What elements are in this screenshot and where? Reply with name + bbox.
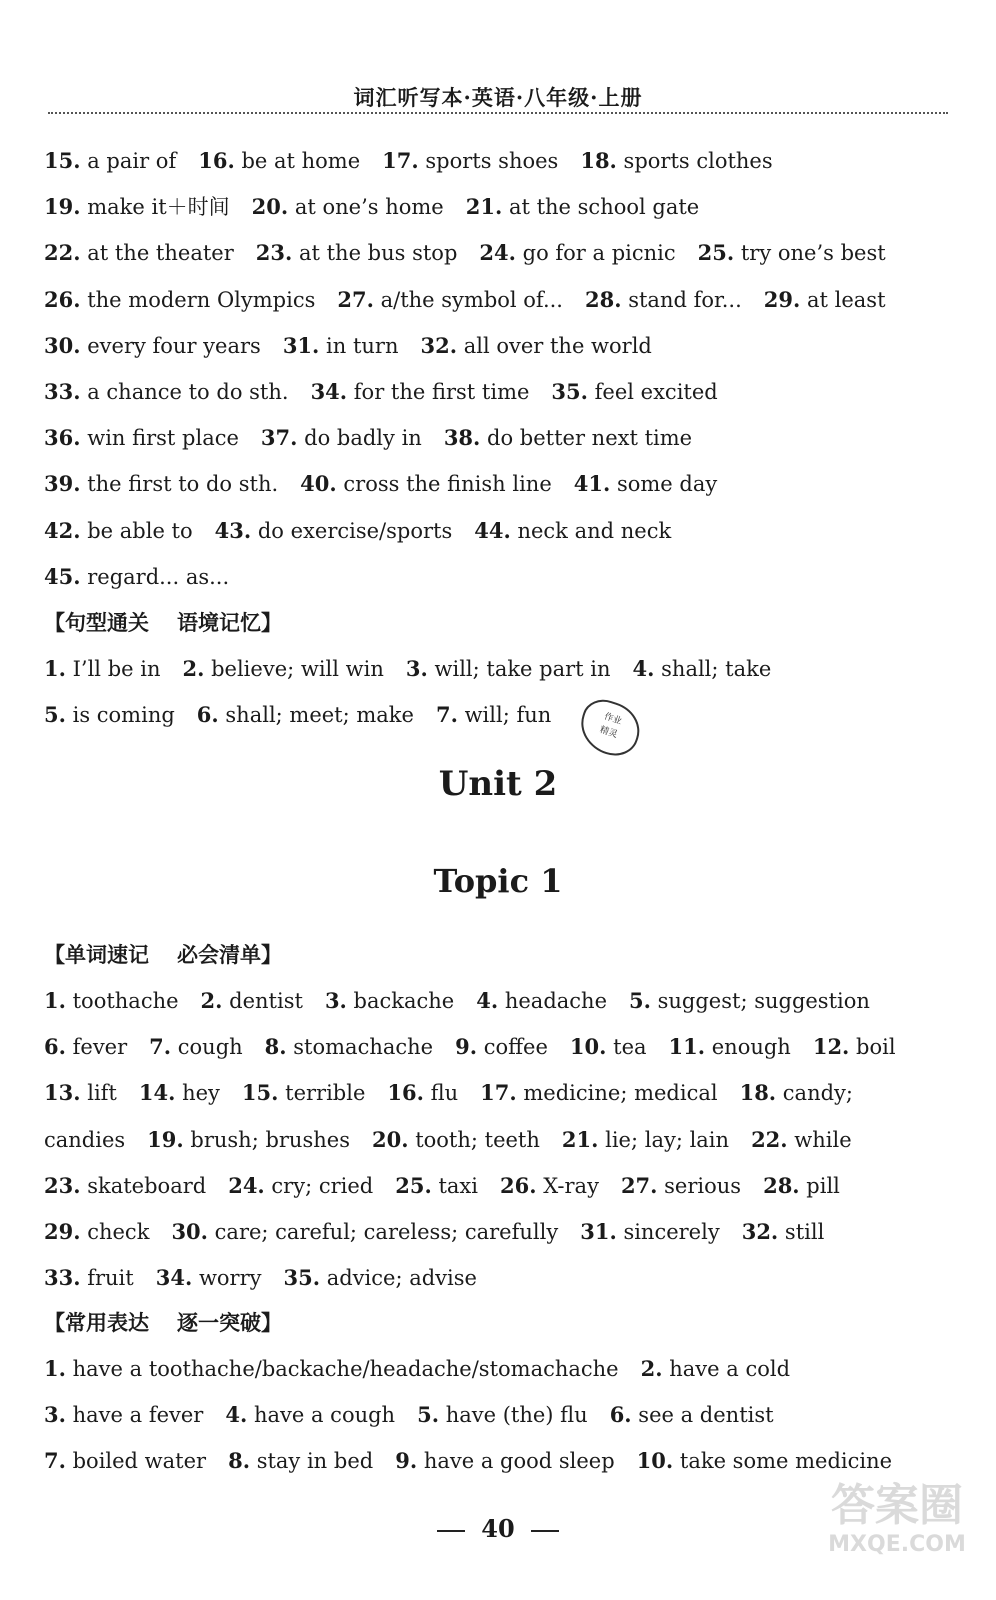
answer-line — [44, 702, 972, 728]
answer-line — [44, 240, 972, 266]
answer-text: for the first time — [347, 380, 530, 404]
answer-number: 34. — [155, 1265, 193, 1291]
answer-number: 18. — [580, 148, 617, 173]
answer-number: 19. — [147, 1126, 184, 1152]
answer-text: at the theater — [80, 241, 234, 266]
answer-item — [44, 1403, 203, 1427]
section-heading-part-1: 【常用表达 — [44, 1310, 149, 1335]
answer-text: is coming — [65, 703, 175, 727]
answer-text: fruit — [80, 1266, 134, 1291]
answer-number: 23. — [44, 1172, 81, 1198]
answer-item — [283, 334, 399, 358]
answer-text: all over the world — [457, 333, 652, 358]
answer-number: 21. — [561, 1126, 599, 1152]
answer-number: 20. — [251, 194, 289, 220]
answer-item — [300, 472, 552, 496]
answer-item — [629, 989, 870, 1013]
answer-number: 6. — [44, 1034, 66, 1060]
answer-number: 29. — [763, 286, 801, 312]
answer-number: 21. — [465, 194, 503, 220]
section-heading-part-1: 【句型通关 — [44, 610, 149, 635]
answer-item — [44, 241, 234, 265]
answer-item — [813, 1035, 896, 1059]
answer-text: cry; cried — [264, 1173, 374, 1198]
answer-text: at the school gate — [502, 195, 700, 220]
answer-text: brush; brushes — [183, 1127, 350, 1152]
answer-number: 27. — [337, 286, 374, 312]
answer-number: 18. — [739, 1080, 777, 1106]
answer-item — [44, 1220, 149, 1244]
answer-item — [44, 565, 229, 589]
answer-item — [751, 1128, 852, 1152]
answer-item — [228, 1174, 373, 1198]
answer-text: take some medicine — [673, 1449, 893, 1473]
answer-text: at one’s home — [288, 195, 444, 220]
answer-text: feel excited — [587, 380, 718, 404]
answer-item — [149, 1035, 243, 1059]
answer-text: worry — [192, 1266, 262, 1291]
answer-item — [580, 1220, 719, 1244]
answer-number: 5. — [44, 702, 66, 727]
answer-text: every four years — [80, 333, 261, 358]
answer-item — [444, 426, 692, 450]
answer-line — [44, 379, 972, 405]
answer-item — [44, 149, 176, 173]
answer-text: toothache — [65, 989, 179, 1013]
answer-item — [44, 1035, 127, 1059]
answer-item — [284, 1266, 477, 1290]
answer-item — [406, 657, 611, 681]
answer-item — [311, 380, 530, 404]
answer-line — [44, 988, 972, 1014]
answer-text: at least — [800, 287, 886, 312]
answer-number: 42. — [44, 517, 81, 543]
answer-item — [201, 989, 303, 1013]
answer-text: boil — [849, 1035, 896, 1060]
answer-number: 34. — [310, 379, 348, 404]
answer-item — [337, 288, 563, 312]
answer-item — [252, 195, 444, 219]
answer-item — [387, 1081, 458, 1105]
answer-number: 31. — [282, 332, 320, 358]
answer-item — [44, 989, 179, 1013]
answer-item — [562, 1128, 729, 1152]
section-heading-sentence-patterns — [44, 610, 282, 636]
answer-text: check — [80, 1220, 150, 1244]
answer-number: 41. — [573, 471, 611, 497]
section-heading-expressions — [44, 1310, 282, 1336]
answer-text: some day — [610, 472, 718, 497]
answer-text: medicine; medical — [516, 1081, 718, 1106]
section-heading-vocabulary — [44, 942, 282, 968]
answer-number: 10. — [636, 1448, 674, 1473]
answer-item — [570, 1035, 647, 1059]
answer-number: 25. — [697, 240, 735, 266]
answer-item — [215, 519, 453, 543]
answer-item — [455, 1035, 548, 1059]
answer-number: 25. — [395, 1172, 432, 1198]
answer-line — [44, 1356, 972, 1382]
answer-item — [44, 1449, 206, 1473]
answer-line — [44, 518, 972, 544]
answer-number: 27. — [620, 1172, 658, 1198]
answer-number: 7. — [44, 1448, 66, 1473]
answer-text: be at home — [234, 149, 361, 173]
answer-text: tea — [606, 1035, 647, 1060]
answer-line — [44, 564, 972, 590]
answer-text: try one’s best — [734, 241, 886, 266]
answer-line — [44, 471, 972, 497]
answer-line — [44, 1173, 972, 1199]
answer-item — [500, 1174, 599, 1198]
answer-line — [44, 1080, 972, 1106]
section-heading-part-2: 语境记忆】 — [177, 610, 282, 635]
page-header-title: 词汇听写本·英语·八年级·上册 — [353, 85, 643, 110]
answer-item — [265, 1035, 433, 1059]
answer-item — [479, 241, 675, 265]
answer-text: have a fever — [65, 1403, 204, 1427]
answer-item — [474, 519, 671, 543]
answer-item — [436, 703, 551, 727]
answer-item — [44, 472, 278, 496]
answer-number: 4. — [632, 656, 655, 681]
answer-text: serious — [657, 1173, 742, 1198]
answer-number: 1. — [44, 656, 66, 681]
watermark-url: MXQE.COM — [828, 1532, 966, 1557]
answer-text: enough — [705, 1035, 791, 1060]
answer-text: sports clothes — [616, 149, 773, 173]
answer-text: at the bus stop — [292, 241, 458, 266]
answer-text: backache — [346, 989, 455, 1013]
answer-text: I’ll be in — [65, 657, 161, 681]
answer-number: 16. — [198, 148, 235, 173]
answer-number: 28. — [763, 1172, 800, 1198]
answer-text: dentist — [222, 989, 303, 1013]
answer-number: 9. — [395, 1448, 418, 1473]
answer-text: see a dentist — [631, 1403, 774, 1427]
answer-item — [395, 1449, 614, 1473]
answer-number: 33. — [44, 1265, 81, 1291]
answer-item — [633, 657, 772, 681]
answer-item — [44, 1174, 206, 1198]
answer-number: 17. — [480, 1080, 517, 1106]
answer-line — [44, 1448, 972, 1474]
answer-number: 29. — [44, 1219, 81, 1244]
answer-item — [44, 703, 175, 727]
page-number-dash-left — [437, 1530, 465, 1532]
answer-item — [44, 380, 289, 404]
answer-text: sincerely — [616, 1220, 720, 1244]
answer-number: 20. — [371, 1126, 409, 1152]
answer-text: advice; advise — [320, 1266, 477, 1291]
answer-item — [742, 1220, 825, 1244]
answer-text: have a good sleep — [417, 1449, 615, 1473]
answer-number: 8. — [228, 1448, 251, 1473]
answer-item — [382, 149, 558, 173]
answer-item — [480, 1081, 717, 1105]
answer-item — [228, 1449, 373, 1473]
answer-text: stay in bed — [250, 1449, 374, 1473]
answer-text: sports shoes — [418, 149, 559, 173]
unit-title: Unit 2 — [438, 764, 558, 804]
answer-item — [325, 989, 454, 1013]
stamp-text-1: 作业 — [602, 711, 623, 727]
answer-number: 24. — [228, 1172, 265, 1198]
answer-item — [197, 703, 414, 727]
answer-line — [44, 1402, 972, 1428]
answer-number: 4. — [225, 1402, 248, 1427]
answer-text: terrible — [278, 1081, 366, 1106]
answer-number: 36. — [44, 425, 81, 451]
answer-number: 30. — [44, 332, 81, 358]
answer-item — [198, 149, 360, 173]
answer-item — [574, 472, 718, 496]
answer-item — [610, 1403, 774, 1427]
answer-item — [44, 334, 261, 358]
answer-number: 23. — [255, 240, 293, 266]
answer-number: 22. — [44, 240, 81, 266]
answer-text: a chance to do sth. — [80, 380, 289, 404]
answer-number: 2. — [200, 988, 223, 1013]
answer-text: taxi — [431, 1173, 478, 1198]
answer-number: 6. — [196, 702, 219, 727]
answer-item — [44, 519, 193, 543]
answer-text: a/the symbol of... — [373, 287, 563, 312]
answer-number: 5. — [417, 1402, 440, 1427]
answer-text: neck and neck — [510, 518, 672, 543]
answer-item — [139, 1081, 220, 1105]
answer-number: 14. — [138, 1080, 176, 1106]
answer-item — [580, 149, 772, 173]
answer-text: make it＋时间 — [80, 195, 230, 220]
answer-line — [44, 656, 972, 682]
answer-item — [44, 1081, 117, 1105]
answer-number: 11. — [668, 1034, 706, 1060]
answer-number: 15. — [241, 1080, 279, 1106]
watermark-text: 答案圈 — [831, 1480, 963, 1531]
answer-text: shall; meet; make — [218, 703, 414, 727]
answer-number: 9. — [455, 1034, 478, 1060]
answer-line — [44, 425, 972, 451]
answer-item — [261, 426, 422, 450]
answer-number: 39. — [44, 471, 81, 497]
answer-text: be able to — [80, 518, 193, 543]
answer-text: pill — [799, 1173, 840, 1198]
answer-item — [585, 288, 742, 312]
answer-number: 8. — [264, 1034, 287, 1060]
answer-text: tooth; teeth — [408, 1127, 540, 1152]
answer-item — [171, 1220, 558, 1244]
answer-item — [256, 241, 458, 265]
answer-text: X-ray — [536, 1173, 599, 1198]
answer-text: will; take part in — [427, 657, 611, 681]
answer-line — [44, 287, 972, 313]
answer-number: 2. — [182, 656, 205, 681]
answer-item — [44, 657, 160, 681]
answer-number: 7. — [149, 1034, 172, 1060]
answer-text: believe; will win — [204, 657, 384, 681]
answer-item — [156, 1266, 262, 1290]
stamp-text-2: 精灵 — [598, 725, 619, 741]
answer-text: shall; take — [654, 657, 772, 681]
answer-text: lie; lay; lain — [598, 1127, 730, 1152]
answer-number: 45. — [44, 563, 81, 589]
answer-number: 1. — [44, 988, 66, 1013]
answer-text: headache — [498, 989, 607, 1013]
answer-text: will; fun — [457, 703, 552, 727]
answer-number: 3. — [324, 988, 347, 1013]
answer-line — [44, 194, 972, 220]
answer-text: lift — [80, 1081, 117, 1106]
answer-number: 2. — [640, 1356, 663, 1381]
header-divider — [48, 112, 948, 114]
answer-item — [621, 1174, 741, 1198]
answer-text: have a cough — [247, 1403, 396, 1427]
answer-number: 4. — [476, 988, 499, 1013]
answer-text: coffee — [477, 1035, 548, 1060]
answer-number: 35. — [551, 379, 588, 404]
answer-text: while — [787, 1127, 852, 1152]
answer-item — [764, 288, 886, 312]
answer-text: go for a picnic — [515, 241, 676, 266]
answer-number: 22. — [751, 1126, 788, 1152]
answer-item — [476, 989, 607, 1013]
answer-text: stand for... — [621, 287, 742, 312]
answer-number: 31. — [580, 1219, 617, 1244]
answer-number: 44. — [474, 517, 511, 543]
answer-text: cough — [171, 1035, 243, 1060]
answer-number: 28. — [584, 286, 622, 312]
answer-number: 7. — [435, 702, 458, 727]
answer-text: have (the) flu — [439, 1403, 588, 1427]
answer-line — [44, 1265, 972, 1291]
answer-text: cross the finish line — [336, 472, 552, 497]
answer-number: 38. — [443, 425, 481, 451]
answer-number: 16. — [387, 1080, 424, 1106]
answer-item — [44, 426, 239, 450]
answer-text: have a cold — [662, 1357, 791, 1381]
answer-text: fever — [65, 1035, 128, 1060]
answer-text: hey — [175, 1081, 220, 1106]
answer-number: 6. — [609, 1402, 632, 1427]
answer-item — [641, 1357, 790, 1381]
answer-item — [466, 195, 700, 219]
answer-text: in turn — [319, 333, 399, 358]
section-heading-part-1: 【单词速记 — [44, 942, 149, 967]
answer-item — [669, 1035, 791, 1059]
answer-text: candy; — [776, 1081, 853, 1106]
answer-number: 19. — [44, 194, 81, 220]
answer-item — [395, 1174, 478, 1198]
answer-item — [372, 1128, 540, 1152]
answer-number: 37. — [260, 425, 298, 451]
answer-line — [44, 333, 972, 359]
answer-number: 15. — [44, 148, 81, 173]
answer-item — [147, 1128, 350, 1152]
answer-number: 12. — [812, 1034, 850, 1060]
answer-number: 32. — [420, 332, 458, 358]
answer-text: the modern Olympics — [80, 287, 316, 312]
answer-number: 35. — [283, 1265, 321, 1291]
answer-number: 3. — [405, 656, 428, 681]
topic-title: Topic 1 — [433, 862, 563, 900]
answer-text: candies — [44, 1127, 126, 1152]
answer-number: 5. — [629, 988, 651, 1013]
answer-number: 26. — [499, 1172, 537, 1198]
answer-number: 32. — [741, 1219, 779, 1244]
answer-item — [420, 334, 651, 358]
answer-item — [182, 657, 383, 681]
answer-item — [637, 1449, 892, 1473]
answer-item — [44, 288, 315, 312]
answer-item — [417, 1403, 588, 1427]
answer-line — [44, 1127, 972, 1153]
answer-item — [698, 241, 886, 265]
answer-text: have a toothache/backache/headache/stomachache — [65, 1357, 619, 1381]
answer-item — [242, 1081, 365, 1105]
answer-item — [44, 1266, 134, 1290]
answer-item — [763, 1174, 840, 1198]
answer-text: skateboard — [80, 1173, 207, 1198]
page-number-value: 40 — [481, 1514, 515, 1543]
section-heading-part-2: 必会清单】 — [177, 942, 282, 967]
answer-line — [44, 1034, 972, 1060]
answer-text: stomachache — [286, 1035, 434, 1060]
answer-number: 26. — [44, 286, 81, 312]
answer-text: suggest; suggestion — [650, 989, 870, 1013]
answer-number: 43. — [214, 517, 252, 543]
answer-text: win first place — [80, 426, 239, 451]
answer-text: care; careful; careless; carefully — [207, 1220, 559, 1244]
answer-number: 40. — [300, 471, 337, 497]
answer-number: 13. — [44, 1080, 81, 1106]
answer-text: do exercise/sports — [251, 518, 453, 543]
answer-number: 3. — [44, 1402, 66, 1427]
answer-text: still — [778, 1220, 825, 1244]
answer-text: boiled water — [65, 1449, 207, 1473]
answer-line — [44, 1219, 972, 1245]
answer-text: flu — [423, 1081, 459, 1106]
section-heading-part-2: 逐一突破】 — [177, 1310, 282, 1335]
answer-item — [551, 380, 717, 404]
answer-number: 10. — [569, 1034, 607, 1060]
answer-item — [44, 1128, 125, 1152]
answer-number: 30. — [171, 1219, 208, 1244]
answer-number: 24. — [479, 240, 516, 266]
answer-text: the first to do sth. — [80, 472, 279, 497]
answer-item — [44, 195, 230, 219]
answer-text: regard... as... — [80, 564, 230, 589]
page-number-dash-right — [531, 1530, 559, 1532]
answer-text: do badly in — [297, 426, 422, 451]
answer-number: 1. — [44, 1356, 66, 1381]
answer-item — [740, 1081, 853, 1105]
answer-item — [225, 1403, 395, 1427]
answer-text: do better next time — [480, 426, 693, 451]
answer-number: 17. — [382, 148, 419, 173]
answer-line — [44, 148, 972, 174]
answer-number: 33. — [44, 379, 81, 404]
answer-text: a pair of — [80, 149, 177, 173]
watermark-logo — [822, 1480, 972, 1590]
answer-item — [44, 1357, 619, 1381]
